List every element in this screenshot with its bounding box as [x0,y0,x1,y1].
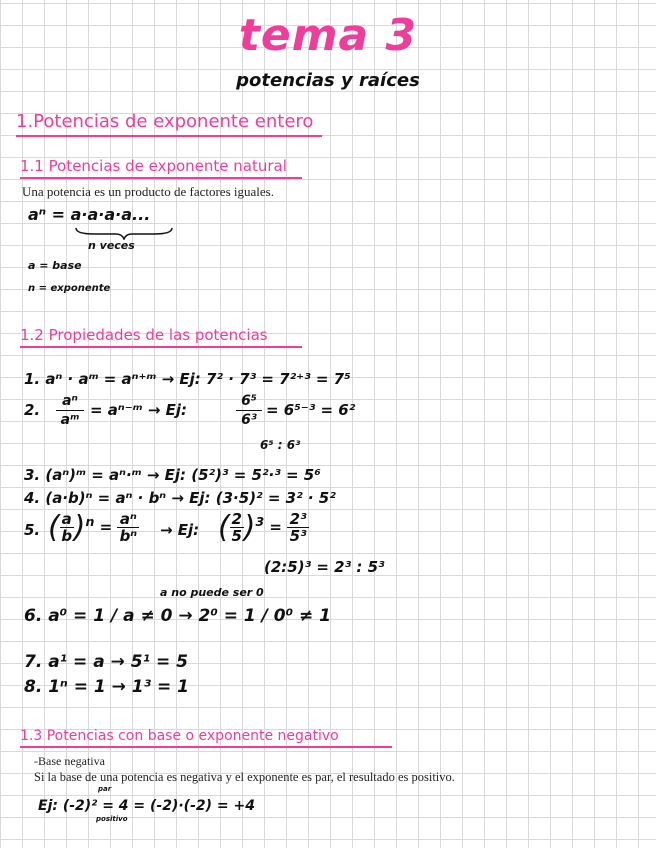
property-5-example-fraction: ( $\frac{2}{5}$ )$^3$ = $\frac{\text{2³}}{\text{5³}}$ [218,510,309,545]
property-6: 6. a⁰ = 1 / a ≠ 0 → 2⁰ = 1 / 0⁰ ≠ 1 [24,606,331,626]
property-2-label: 2. [24,401,41,419]
exponent-note: n = exponente [28,283,111,294]
property-2-result: = 6⁵⁻³ = 6² [266,401,356,419]
note-positivo: positivo [96,815,128,823]
property-5-rule: → Ej: [160,521,200,539]
property-5-alt: (2:5)³ = 2³ : 5³ [264,558,385,576]
section-1-3-subheading: -Base negativa [34,754,105,768]
property-1: 1. aⁿ · aᵐ = aⁿ⁺ᵐ → Ej: 7² · 7³ = 7²⁺³ = 7⁵ [24,370,351,388]
property-5-base-fraction: ( $\frac{a}{b}$ )$^n$ = $\frac{\text{aⁿ}}{\text{bⁿ}}$ [48,510,139,545]
base-note: a = base [28,259,82,272]
section-1-2-underline [20,346,302,348]
property-5-label: 5. [24,521,41,539]
definition-text: Una potencia es un producto de factores iguales. [22,184,274,199]
power-formula: aⁿ = a·a·a·a... [28,205,151,224]
note-par: par [98,785,112,793]
brace-mark [74,226,174,240]
property-2-rule: = aⁿ⁻ᵐ → Ej: [90,401,188,419]
property-3: 3. (aⁿ)ᵐ = aⁿ·ᵐ → Ej: (5²)³ = 5²·³ = 5⁶ [24,466,321,484]
section-1-3-heading: 1.3 Potencias con base o exponente negativo [20,728,339,744]
section-1-3-text: Si la base de una potencia es negativa y el exponente es par, el resultado es positivo. [34,770,455,784]
property-8: 8. 1ⁿ = 1 → 1³ = 1 [24,677,189,697]
section-1-3-underline [20,746,392,748]
property-2-alt: 6⁵ : 6³ [260,438,301,452]
section-1-heading: 1.Potencias de exponente entero [16,111,314,132]
page-title: tema 3 [238,10,418,61]
section-1-1-heading: 1.1 Potencias de exponente natural [20,157,287,175]
section-1-underline [16,135,322,137]
negative-base-example: Ej: (-2)² = 4 = (-2)·(-2) = +4 [38,798,255,814]
section-1-2-heading: 1.2 Propiedades de las potencias [20,326,268,344]
property-2-example-fraction: 6⁵ 6³ [236,392,262,429]
page-subtitle: potencias y raíces [236,70,420,91]
property-7: 7. a¹ = a → 5¹ = 5 [24,652,188,672]
property-2-fraction: aⁿ aᵐ [56,392,84,429]
section-1-1-underline [20,177,302,179]
property-6-note: a no puede ser 0 [160,586,264,599]
brace-label: n veces [88,239,135,252]
property-4: 4. (a·b)ⁿ = aⁿ · bⁿ → Ej: (3·5)² = 3² · 5² [24,489,336,507]
